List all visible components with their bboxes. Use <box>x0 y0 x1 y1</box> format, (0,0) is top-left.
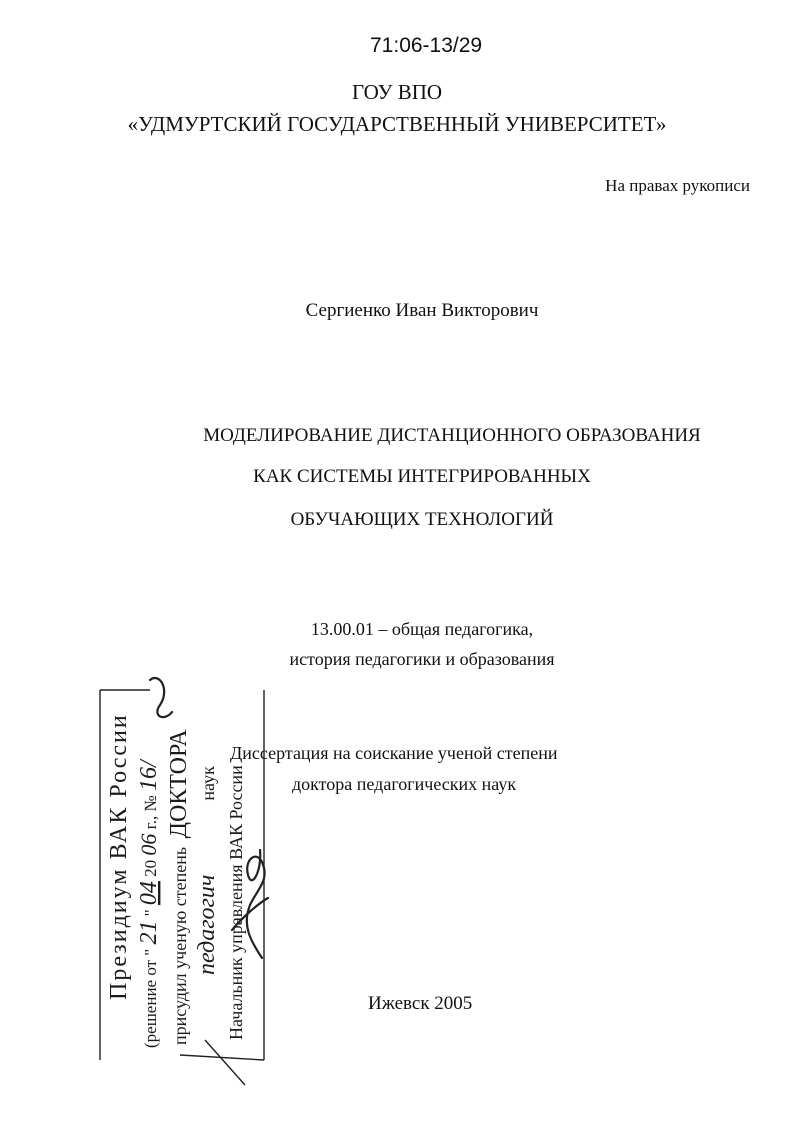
archive-code-text: 71:06-13/29 <box>370 34 483 57</box>
title-line-2: КАК СИСТЕМЫ ИНТЕГРИРОВАННЫХ <box>253 466 591 487</box>
stamp-hand-month: 04 <box>136 881 162 906</box>
svg-text:педагогич наук <box>194 766 220 975</box>
author-name: Сергиенко Иван Викторович <box>305 300 539 321</box>
stamp-head-title: Начальник управления ВАК России <box>226 765 246 1040</box>
svg-text:Начальник управления ВАК Росси <box>226 765 246 1040</box>
stamp-hand-day: 21 <box>136 920 162 945</box>
stamp-decision-mid: " <box>141 905 160 917</box>
place-year: Ижевск 2005 <box>368 993 473 1014</box>
stamp-number-prefix: г., № <box>141 795 160 830</box>
stamp-hand-year: 06 <box>136 833 161 856</box>
degree-line-1: Диссертация на соискание ученой степени <box>230 743 558 763</box>
stamp-hand-science: педагогич <box>194 874 220 975</box>
stamp-decision-prefix: (решение от " <box>141 948 160 1048</box>
stamp-line-presidium: Президиум ВАК России <box>106 713 132 1000</box>
stamp-awarded-text: присудил ученую степень <box>170 846 190 1045</box>
stamp-degree-word: ДОКТОРА <box>166 729 192 839</box>
stamp-science-suffix: наук <box>198 766 218 801</box>
svg-text:Президиум ВАК России <box>106 713 132 1000</box>
svg-text:(решение от " 21 " <box>136 758 162 1048</box>
stamp-number-flourish <box>150 678 172 717</box>
specialty-code: 13.00.01 – общая педагогика, <box>310 619 534 639</box>
rights-note: На правах рукописи <box>605 176 750 195</box>
institution-name: «УДМУРТСКИЙ ГОСУДАРСТВЕННЫЙ УНИВЕРСИТЕТ» <box>127 112 667 136</box>
stamp-hand-number: 16/ <box>136 760 162 792</box>
title-line-1: МОДЕЛИРОВАНИЕ ДИСТАНЦИОННОГО ОБРАЗОВАНИЯ <box>203 425 701 446</box>
title-line-3: ОБУЧАЮЩИХ ТЕХНОЛОГИЙ <box>290 509 554 530</box>
institution-line-1: ГОУ ВПО <box>351 80 443 104</box>
stamp-tail-line <box>205 1040 245 1085</box>
stamp-year-prefix: 20 <box>141 859 160 877</box>
degree-line-2: доктора педагогических наук <box>292 774 517 794</box>
svg-text:присудил ученую степень ДО <box>166 729 192 1045</box>
specialty-name: история педагогики и образования <box>289 649 555 669</box>
